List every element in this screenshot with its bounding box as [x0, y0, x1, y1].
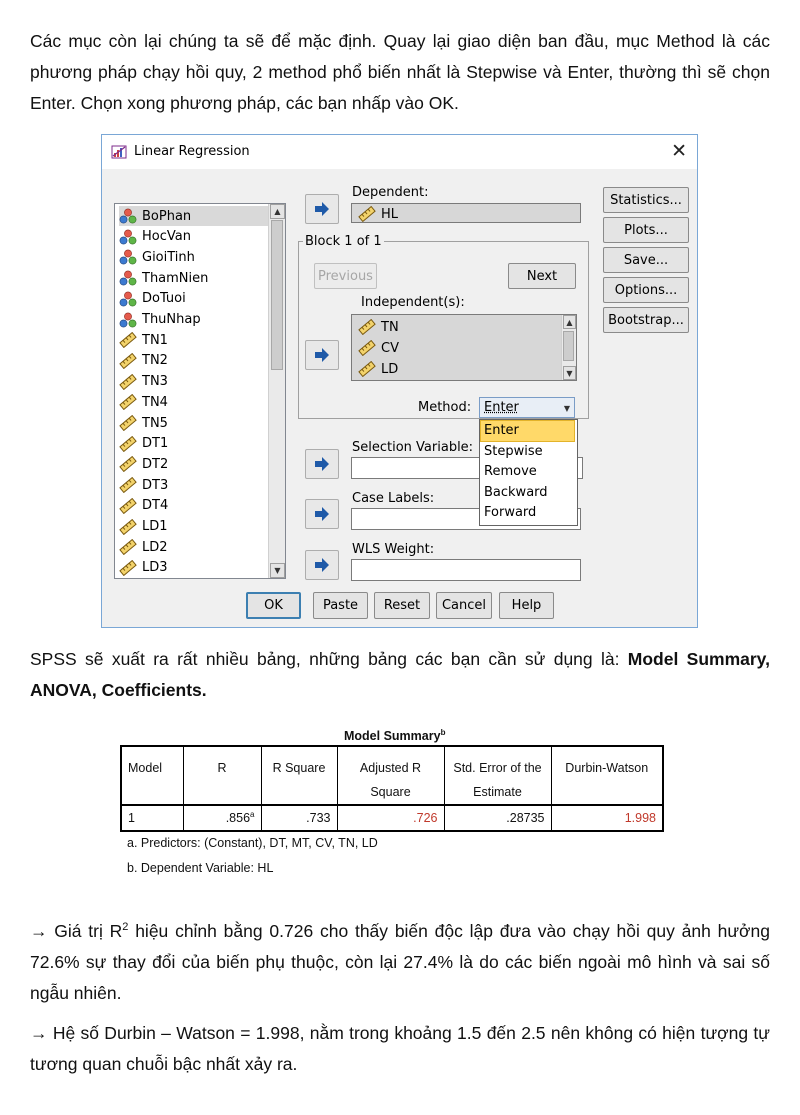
scale-variable-icon [119, 353, 137, 369]
scale-variable-icon [119, 519, 137, 535]
dependent-field[interactable] [351, 203, 581, 223]
ok-button[interactable]: OK [246, 592, 301, 619]
variable-item[interactable]: TN3 [119, 372, 267, 392]
scale-variable-icon [119, 539, 137, 555]
chevron-down-icon: ▼ [563, 404, 570, 413]
cell-r-square: .733 [261, 805, 337, 831]
variable-list[interactable] [114, 203, 286, 579]
variable-item[interactable]: GioiTinh [119, 247, 267, 267]
close-icon[interactable]: ✕ [671, 140, 687, 162]
cell-adjusted-r-square: .726 [337, 805, 444, 831]
dialog-titlebar [102, 135, 697, 169]
variable-item[interactable]: LD2 [119, 537, 267, 557]
method-dropdown[interactable] [479, 419, 578, 526]
variable-item[interactable]: LD3 [119, 558, 267, 578]
independents-scrollbar[interactable] [561, 315, 576, 380]
scale-variable-icon [119, 436, 137, 452]
case-labels-label: Case Labels: [352, 491, 435, 506]
method-value: Enter [484, 400, 519, 415]
independent-item[interactable]: CV [358, 338, 399, 358]
scroll-up-icon[interactable]: ▲ [270, 204, 285, 219]
variable-item[interactable]: DoTuoi [119, 289, 267, 309]
statistics-button[interactable]: Statistics... [603, 187, 689, 213]
header-r: R [183, 746, 261, 805]
variable-item[interactable]: TN4 [119, 392, 267, 412]
tables-paragraph-tail: . [201, 680, 207, 700]
scale-variable-icon [358, 340, 376, 356]
wls-weight-field[interactable] [351, 559, 581, 581]
variable-list-scrollbar[interactable] [268, 204, 285, 578]
nominal-variable-icon [119, 249, 137, 265]
move-to-case-labels-button[interactable] [305, 499, 339, 529]
header-adjusted-r-square: Adjusted R Square [337, 746, 444, 805]
arrow-right-icon [313, 557, 331, 573]
paste-button[interactable]: Paste [313, 592, 368, 619]
method-option[interactable]: Backward [484, 484, 548, 500]
scroll-up-icon[interactable]: ▲ [563, 315, 576, 329]
bootstrap-button[interactable]: Bootstrap... [603, 307, 689, 333]
scroll-down-icon[interactable]: ▼ [563, 366, 576, 380]
model-summary-table [120, 745, 664, 832]
tables-paragraph [30, 644, 770, 706]
nominal-variable-icon [119, 270, 137, 286]
header-r-square: R Square [261, 746, 337, 805]
model-summary-title: Model Summary$^b$ [344, 728, 446, 744]
scroll-thumb[interactable] [271, 220, 283, 370]
scale-variable-icon [358, 319, 376, 335]
cancel-button[interactable]: Cancel [436, 592, 492, 619]
independents-list[interactable] [351, 314, 577, 381]
variable-item[interactable]: ThamNien [119, 268, 267, 288]
scale-variable-icon [119, 374, 137, 390]
dependent-item[interactable] [358, 204, 398, 224]
variable-item[interactable]: HocVan [119, 227, 267, 247]
header-std-error: Std. Error of the Estimate [444, 746, 551, 805]
block-label: Block 1 of 1 [305, 234, 382, 249]
header-durbin-watson: Durbin-Watson [551, 746, 663, 805]
nominal-variable-icon [119, 291, 137, 307]
tables-paragraph-lead: SPSS sẽ xuất ra rất nhiều bảng, những bảng các bạn cần sử dụng là: [30, 649, 628, 669]
dialog-title: Linear Regression [134, 144, 250, 159]
help-button[interactable]: Help [499, 592, 554, 619]
tables-paragraph-bold: Model Summary, ANOVA, Coefficients [30, 649, 770, 700]
options-button[interactable]: Options... [603, 277, 689, 303]
scale-variable-icon [358, 361, 376, 377]
scale-variable-icon [119, 332, 137, 348]
nominal-variable-icon [119, 208, 137, 224]
wls-weight-label: WLS Weight: [352, 542, 435, 557]
method-option[interactable]: Forward [484, 505, 537, 521]
move-to-independents-button[interactable] [305, 340, 339, 370]
arrow-right-icon [313, 506, 331, 522]
dependent-label: Dependent: [352, 185, 429, 200]
scale-variable-icon [119, 394, 137, 410]
plots-button[interactable]: Plots... [603, 217, 689, 243]
variable-item[interactable]: DT4 [119, 496, 267, 516]
arrow-right-icon [313, 456, 331, 472]
variable-item[interactable]: TN2 [119, 351, 267, 371]
scale-variable-icon [119, 560, 137, 576]
linear-regression-dialog [101, 134, 698, 628]
table-header-row [121, 746, 663, 805]
variable-item[interactable]: LD1 [119, 517, 267, 537]
method-combo[interactable] [479, 397, 575, 418]
move-to-selection-button[interactable] [305, 449, 339, 479]
table-note-dependent: b. Dependent Variable: HL [127, 861, 274, 875]
variable-item[interactable]: TN5 [119, 413, 267, 433]
move-to-wls-button[interactable] [305, 550, 339, 580]
scroll-thumb[interactable] [563, 331, 574, 361]
method-option[interactable]: Stepwise [484, 443, 543, 459]
method-option[interactable]: Enter [481, 421, 574, 441]
reset-button[interactable]: Reset [374, 592, 430, 619]
save-button[interactable]: Save... [603, 247, 689, 273]
variable-item[interactable]: DT3 [119, 475, 267, 495]
header-model: Model [121, 746, 183, 805]
method-label: Method: [418, 400, 472, 415]
independent-item[interactable]: LD [358, 359, 398, 379]
variable-item[interactable]: BoPhan [119, 206, 268, 226]
selection-variable-label: Selection Variable: [352, 440, 474, 455]
regression-icon [111, 144, 127, 160]
method-option[interactable]: Remove [484, 464, 537, 480]
intro-paragraph: Các mục còn lại chúng ta sẽ để mặc định. Quay lại giao diện ban đầu, mục Method là các phương pháp chạy hồi quy, 2 method phổ biến nhất là Stepwise và Enter, thường thì sẽ chọn Enter. Chọn xong phương pháp, các bạn nhấp vào OK. [30, 31, 770, 113]
independent-item[interactable]: TN [358, 317, 399, 337]
scale-variable-icon [119, 456, 137, 472]
nominal-variable-icon [119, 312, 137, 328]
cell-r: .856$^a$ [183, 805, 261, 831]
arrow-right-icon [313, 347, 331, 363]
variable-item[interactable]: DT2 [119, 454, 267, 474]
scale-variable-icon [119, 415, 137, 431]
previous-button[interactable]: Previous [314, 263, 377, 289]
dependent-value: HL [381, 206, 399, 222]
independents-label: Independent(s): [361, 295, 465, 310]
variable-item[interactable]: ThuNhap [119, 310, 267, 330]
r-square-paragraph: → Giá trị $R^2$ hiệu chỉnh bằng 0.726 cho thấy biến độc lập đưa vào chạy hồi quy ảnh hưởng 72.6% sự thay đổi của biến phụ thuộc, còn lại 27.4% là do các biến ngoài mô hình và sai số ngẫu nhiên. [30, 920, 770, 1003]
variable-item[interactable]: TN1 [119, 330, 267, 350]
arrow-right-icon [313, 201, 331, 217]
scale-variable-icon [358, 206, 376, 222]
cell-std-error: .28735 [444, 805, 551, 831]
scroll-down-icon[interactable]: ▼ [270, 563, 285, 578]
table-note-predictors: a. Predictors: (Constant), DT, MT, CV, TN, LD [127, 836, 378, 850]
scale-variable-icon [119, 477, 137, 493]
scale-variable-icon [119, 498, 137, 514]
variable-item[interactable]: DT1 [119, 434, 267, 454]
next-button[interactable]: Next [508, 263, 576, 289]
durbin-watson-paragraph: → Hệ số Durbin – Watson = 1.998, nằm trong khoảng 1.5 đến 2.5 nên không có hiện tượng tự tương quan chuỗi bậc nhất xảy ra. [30, 1023, 770, 1074]
move-to-dependent-button[interactable] [305, 194, 339, 224]
cell-model: 1 [121, 805, 183, 831]
cell-durbin-watson: 1.998 [551, 805, 663, 831]
table-row [121, 805, 663, 831]
nominal-variable-icon [119, 229, 137, 245]
